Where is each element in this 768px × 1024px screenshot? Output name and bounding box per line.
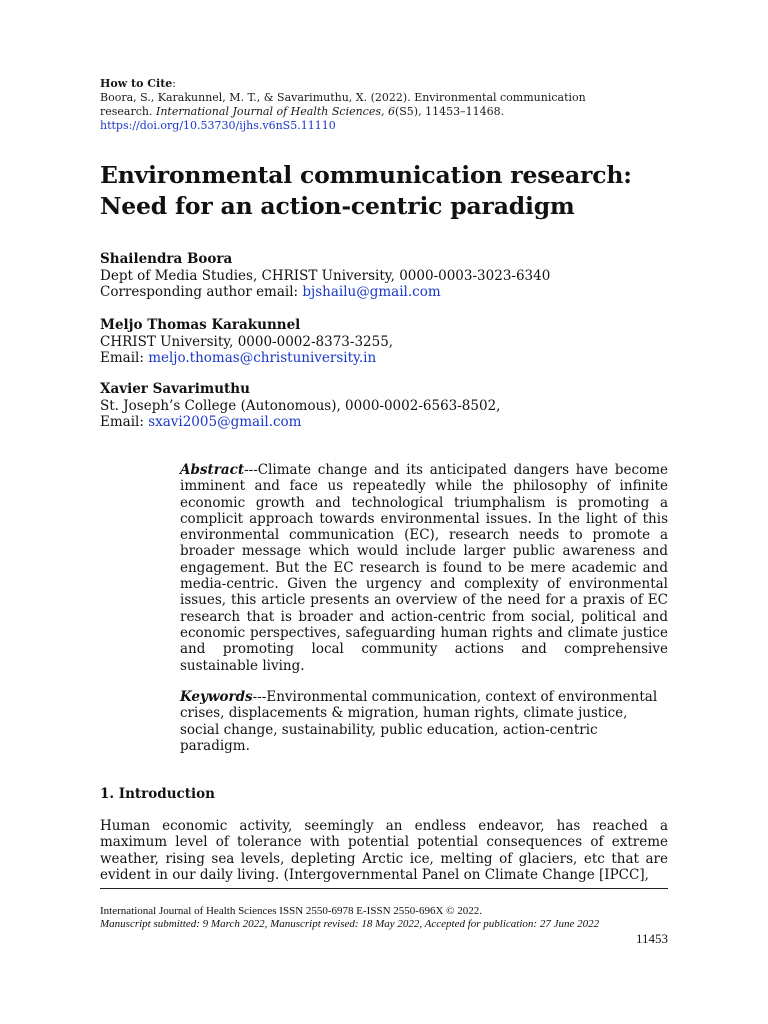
author-name: Meljo Thomas Karakunnel — [100, 317, 301, 333]
citation-journal: International Journal of Health Sciences, 6 — [155, 105, 395, 118]
author-email-link[interactable]: sxavi2005@gmail.com — [148, 414, 302, 430]
author-email-label: Corresponding author email: — [100, 284, 303, 300]
citation-line-2-pre: research. — [100, 105, 156, 118]
author-email-link[interactable]: bjshailu@gmail.com — [302, 284, 441, 300]
how-to-cite-block: How to Cite: Boora, S., Karakunnel, M. T., & Savarimuthu, X. (2022). Environmental communication research. International Journal of Health Sciences, 6(S5), 11453–11468. https://doi.org/10.53730/ijhs.v6nS5.11110 — [100, 77, 620, 133]
author-email-line — [100, 414, 660, 431]
author-affiliation: Dept of Media Studies, CHRIST University, 0000-0003-3023-6340 — [100, 267, 551, 284]
author-block — [100, 317, 660, 367]
abstract-text: ---Climate change and its anticipated dangers have become imminent and face us repeatedly while the philosophy of infinite economic growth and technological triumphalism is promoting a complicit approach towards environmental issues. In the light of this environmental communication (EC), research needs to promote a broader message which would include larger public awareness and engagement. But the EC research is found to be mere academic and media-centric. Given the urgency and complexity of environmental issues, this article presents an overview of the need for a praxis of EC research that is broader and action-centric from social, political and economic perspectives, safeguarding human rights and climate justice and promoting local community actions and comprehensive sustainable living. — [180, 462, 668, 674]
page-number: 11453 — [635, 931, 668, 946]
how-to-cite-heading: How to Cite — [100, 77, 173, 90]
author-email-link[interactable]: meljo.thomas@christuniversity.in — [148, 350, 377, 366]
author-email-label: Email: — [100, 350, 149, 366]
footer-divider — [100, 888, 668, 889]
footer-journal-line: International Journal of Health Sciences ISSN 2550-6978 E-ISSN 2550-696X © 2022. — [100, 905, 482, 917]
author-affiliation: CHRIST University, 0000-0002-8373-3255, — [100, 333, 394, 350]
author-block — [100, 251, 660, 301]
page-footer — [100, 905, 668, 931]
author-name: Xavier Savarimuthu — [100, 381, 250, 397]
introduction-paragraph: Human economic activity, seemingly an endless endeavor, has reached a maximum level of tolerance with potential potential consequences of extreme weather, rising sea levels, depleting Arctic ice, melting of glaciers, etc that are evident in our daily living. (Intergovernmental Panel on Climate Change [IPCC], — [100, 818, 668, 884]
author-email-line — [100, 350, 660, 367]
doi-link[interactable]: https://doi.org/10.53730/ijhs.v6nS5.11110 — [100, 119, 336, 132]
author-block — [100, 381, 660, 431]
abstract — [180, 462, 668, 674]
author-affiliation: St. Joseph’s College (Autonomous), 0000-0002-6563-8502, — [100, 397, 501, 414]
footer-dates-line: Manuscript submitted: 9 March 2022, Manuscript revised: 18 May 2022, Accepted for publication: 27 June 2022 — [100, 918, 600, 930]
author-email-label: Email: — [100, 414, 149, 430]
section-heading-introduction: 1. Introduction — [100, 786, 215, 802]
citation-line-1: Boora, S., Karakunnel, M. T., & Savarimuthu, X. (2022). Environmental communication — [100, 91, 586, 104]
keywords-label: Keywords — [180, 689, 253, 705]
author-name: Shailendra Boora — [100, 251, 233, 267]
title-line-2: Need for an action-centric paradigm — [100, 192, 575, 220]
keywords-text: ---Environmental communication, context of environmental crises, displacements & migration, human rights, climate justice, social change, sustainability, public education, action-centric paradigm. — [180, 689, 658, 754]
article-title — [100, 160, 680, 222]
title-line-1: Environmental communication research: — [100, 161, 632, 189]
abstract-label: Abstract — [180, 462, 245, 478]
keywords — [180, 689, 668, 754]
citation-line-2-post: (S5), 11453–11468. — [394, 105, 505, 118]
author-email-line — [100, 284, 660, 301]
citation-line-2 — [100, 105, 620, 119]
